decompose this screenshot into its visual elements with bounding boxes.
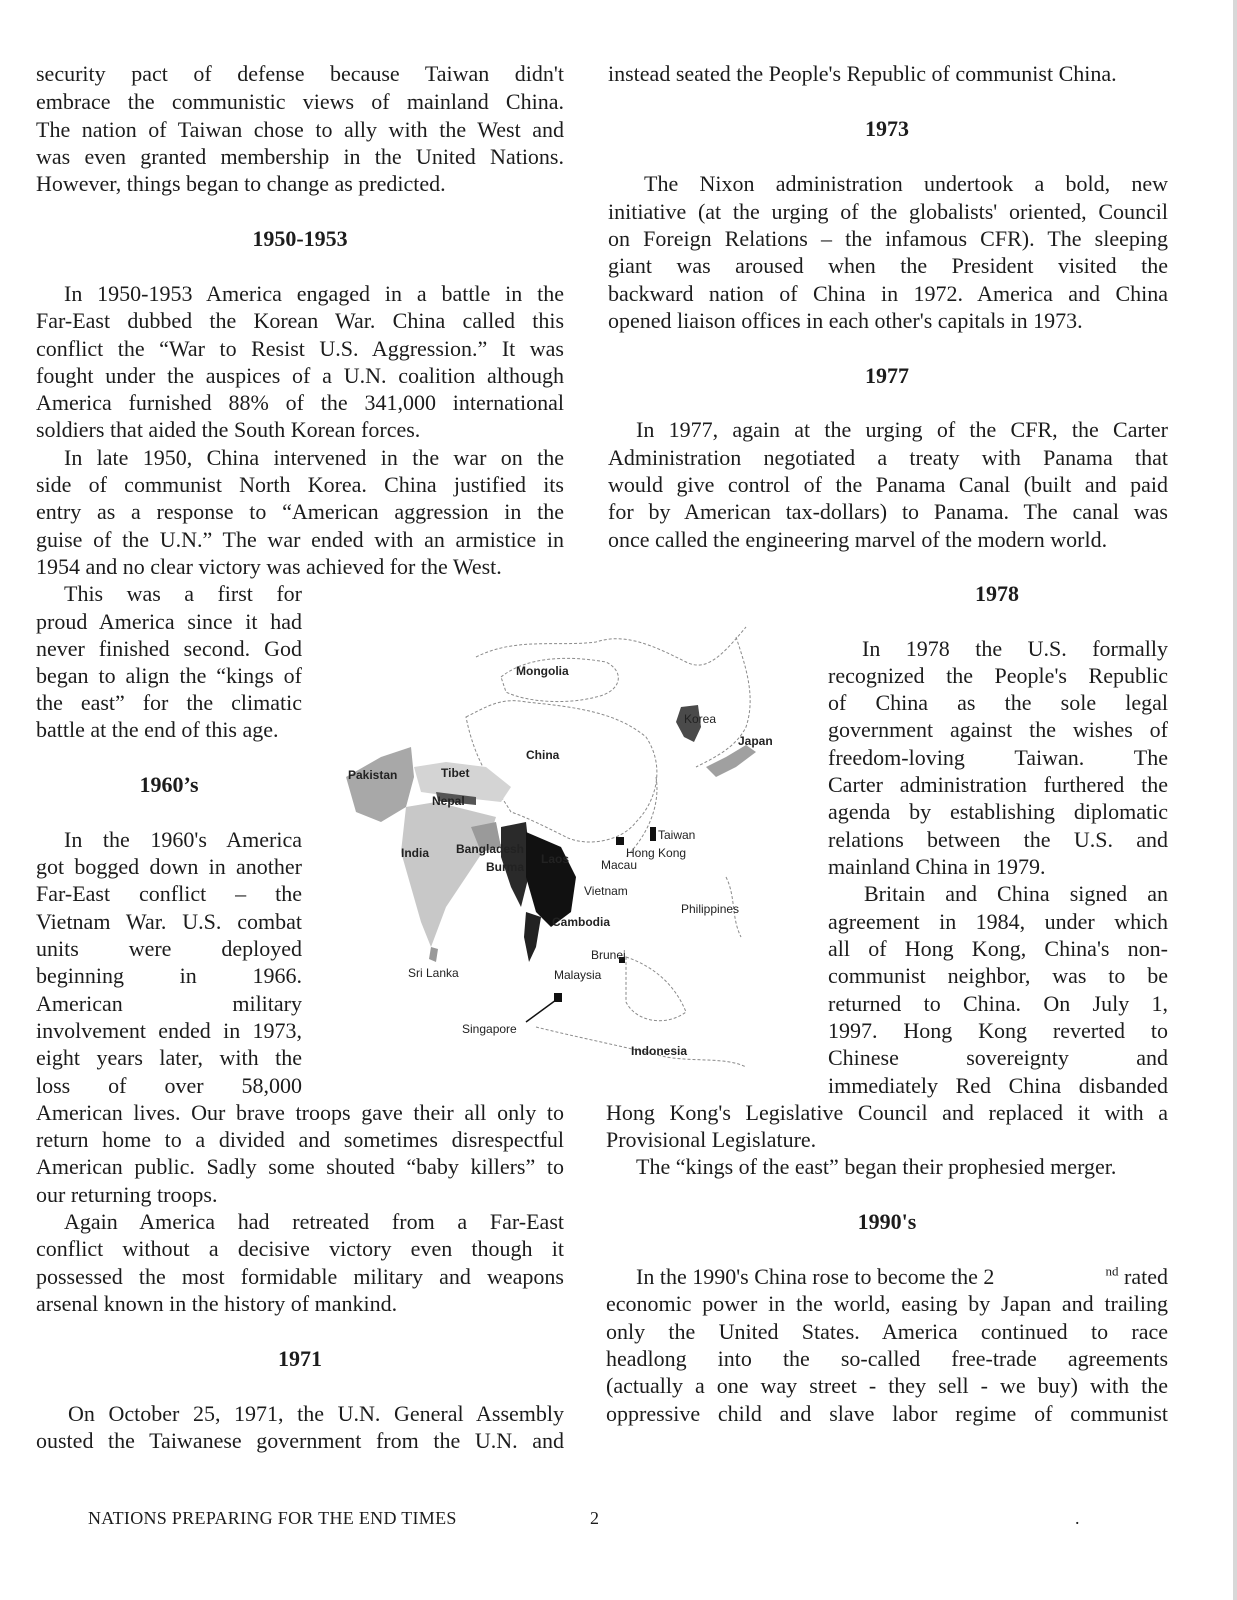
map-label-bangladesh: Bangladesh [456, 842, 525, 856]
map-label-burma: Burma [486, 860, 525, 874]
text-line: mainland China in 1979. [828, 854, 1046, 879]
text-line: involvement ended in 1973, [36, 1018, 302, 1043]
text-line: side of communist North Korea. China justified its [36, 472, 564, 497]
map-label-malaysia: Malaysia [554, 968, 602, 982]
map-label-china: China [526, 748, 560, 762]
text-line: oppressive child and slave labor regime of communist [606, 1401, 1168, 1426]
hong-kong-marker [616, 837, 624, 845]
text-line: agenda by establishing diplomatic [828, 799, 1168, 824]
map-label-singapore: Singapore [462, 1022, 517, 1036]
text-line: possessed the most formidable military and weapons [36, 1264, 564, 1289]
text-line: freedom-loving Taiwan. The [828, 745, 1168, 770]
text-fragment: rated [1118, 1264, 1168, 1289]
text-line: Britain and China signed an [864, 881, 1168, 906]
map-label-macau: Macau [601, 858, 638, 872]
text-line: conflict without a decisive victory even though it [36, 1236, 564, 1261]
map-label-cambodia: Cambodia [552, 915, 611, 929]
text-line: Provisional Legislature. [606, 1127, 817, 1152]
text-line: conflict the “War to Resist U.S. Aggression.” It was [36, 336, 564, 361]
text-line: America furnished 88% of the 341,000 international [36, 390, 564, 415]
text-line: (actually a one way street - they sell - we buy) with the [606, 1373, 1168, 1398]
text-line: ousted the Taiwanese government from the U.N. and [36, 1428, 564, 1453]
text-line: beginning in 1966. [36, 963, 302, 988]
map-label-indonesia: Indonesia [631, 1044, 688, 1058]
text-line: Hong Kong's Legislative Council and replaced it with a [606, 1100, 1168, 1125]
text-line [636, 1263, 1168, 1291]
text-line: American public. Sadly some shouted “baby killers” to [36, 1154, 564, 1179]
text-line: Far-East conflict – the [36, 881, 302, 906]
text-line: 1997. Hong Kong reverted to [828, 1018, 1168, 1043]
text-line: relations between the U.S. and [828, 827, 1168, 852]
sri-lanka-shape [429, 947, 438, 962]
text-line: return home to a divided and sometimes disrespectful [36, 1127, 564, 1152]
text-line: American lives. Our brave troops gave their all only to [36, 1100, 564, 1125]
text-line: units were deployed [36, 936, 302, 961]
map-label-korea: Korea [684, 712, 717, 726]
page-edge-shadow [1233, 0, 1237, 1600]
text-line: began to align the “kings of [36, 663, 302, 688]
text-line: On October 25, 1971, the U.N. General Assembly [68, 1401, 564, 1426]
text-line: government against the wishes of [828, 717, 1168, 742]
text-line: Administration negotiated a treaty with Panama that [608, 445, 1168, 470]
text-line: giant was aroused when the President visited the [608, 253, 1168, 278]
section-heading-1973: 1973 [865, 116, 909, 141]
text-line: instead seated the People's Republic of communist China. [608, 61, 1117, 86]
text-line: headlong into the so-called free-trade agreements [606, 1346, 1168, 1371]
map-label-pakistan: Pakistan [348, 768, 398, 782]
text-line: initiative (at the urging of the globalists' oriented, Council [608, 199, 1168, 224]
map-label-nepal: Nepal [432, 794, 465, 808]
text-line: backward nation of China in 1972. America and China [608, 281, 1168, 306]
singapore-pointer [526, 1000, 556, 1022]
section-heading-1971: 1971 [278, 1346, 322, 1371]
text-line: soldiers that aided the South Korean forces. [36, 417, 421, 442]
map-label-hong-kong: Hong Kong [626, 846, 687, 860]
text-line: Carter administration furthered the [828, 772, 1168, 797]
text-line: 1954 and no clear victory was achieved for the West. [36, 554, 502, 579]
map-label-japan: Japan [738, 734, 773, 748]
map-label-vietnam: Vietnam [584, 884, 628, 898]
text-line: In 1977, again at the urging of the CFR, the Carter [636, 417, 1168, 442]
text-line: Chinese sovereignty and [828, 1045, 1168, 1070]
text-line: security pact of defense because Taiwan didn't [36, 61, 564, 86]
text-line: In the 1960's America [64, 827, 302, 852]
northern-border [476, 627, 746, 665]
text-line: got bogged down in another [36, 854, 302, 879]
text-line: In 1978 the U.S. formally [862, 636, 1168, 661]
text-line: was even granted membership in the United Nations. [36, 144, 564, 169]
text-line: eight years later, with the [36, 1045, 302, 1070]
sea-coast [626, 777, 657, 857]
text-line: communist neighbor, was to be [828, 963, 1168, 988]
text-line: immediately Red China disbanded [828, 1073, 1168, 1098]
text-line: American military [36, 991, 302, 1016]
text-line: for by American tax-dollars) to Panama. The canal was [608, 499, 1168, 524]
section-heading-1977: 1977 [865, 363, 909, 388]
text-fragment: In the 1990's China rose to become the 2 [636, 1264, 995, 1289]
map-label-laos: Laos [541, 852, 570, 866]
text-line: loss of over 58,000 [36, 1073, 302, 1098]
text-line: This was a first for [64, 581, 302, 606]
malay-peninsula-shape [524, 912, 541, 962]
section-heading-1990s: 1990's [857, 1209, 917, 1234]
text-line: The Nixon administration undertook a bold, new [644, 171, 1168, 196]
section-heading-1960s: 1960’s [139, 772, 199, 797]
superscript: nd [1105, 1263, 1119, 1279]
text-line: the east” for the climatic [36, 690, 302, 715]
text-line: on Foreign Relations – the infamous CFR). The sleeping [608, 226, 1168, 251]
text-line: entry as a response to “American aggression in the [36, 499, 564, 524]
map-label-mongolia: Mongolia [516, 664, 569, 678]
map-label-taiwan: Taiwan [658, 828, 696, 842]
text-line: economic power in the world, easing by Japan and trailing [606, 1291, 1168, 1316]
text-line: only the United States. America continued to race [606, 1319, 1168, 1344]
text-line: our returning troops. [36, 1182, 218, 1207]
text-line: proud America since it had [36, 609, 302, 634]
page-number: 2 [590, 1508, 600, 1528]
text-line: would give control of the Panama Canal (built and paid [608, 472, 1168, 497]
text-line: In late 1950, China intervened in the war on the [64, 445, 564, 470]
text-line: The “kings of the east” began their prophesied merger. [636, 1154, 1117, 1179]
text-line: returned to China. On July 1, [828, 991, 1168, 1016]
map-label-india: India [401, 846, 430, 860]
text-line: recognized the People's Republic [828, 663, 1168, 688]
borneo-outline [626, 957, 686, 1021]
text-line: all of Hong Kong, China's non- [828, 936, 1168, 961]
footer-title: NATIONS PREPARING FOR THE END TIMES [88, 1508, 457, 1528]
footer-dot: . [1075, 1508, 1080, 1528]
text-line: agreement in 1984, under which [828, 909, 1168, 934]
japan-shape [706, 745, 756, 777]
text-line: fought under the auspices of a U.N. coalition although [36, 363, 564, 388]
text-line: The nation of Taiwan chose to ally with the West and [36, 117, 564, 142]
text-line: opened liaison offices in each other's capitals in 1973. [608, 308, 1083, 333]
text-line: However, things began to change as predicted. [36, 171, 446, 196]
text-line: Vietnam War. U.S. combat [36, 909, 302, 934]
text-line: Again America had retreated from a Far-East [64, 1209, 564, 1234]
map-label-sri-lanka: Sri Lanka [408, 966, 459, 980]
map-label-philippines: Philippines [681, 902, 740, 916]
map-label-tibet: Tibet [441, 766, 470, 780]
text-line: battle at the end of this age. [36, 717, 279, 742]
text-line: never finished second. God [36, 636, 302, 661]
india-shape [401, 802, 496, 947]
map-label-brunei: Brunei [591, 948, 626, 962]
laos-thailand-vietnam-shape [526, 832, 576, 927]
text-line: Far-East dubbed the Korean War. China called this [36, 308, 564, 333]
pakistan-shape [346, 747, 414, 822]
text-line: arsenal known in the history of mankind. [36, 1291, 398, 1316]
text-line: In 1950-1953 America engaged in a battle in the [64, 281, 564, 306]
text-line: once called the engineering marvel of the modern world. [608, 527, 1108, 552]
asia-map [326, 617, 826, 1117]
text-line: embrace the communistic views of mainland China. [36, 89, 564, 114]
section-heading-1978: 1978 [975, 581, 1019, 606]
section-heading-1950-1953: 1950-1953 [252, 226, 348, 251]
taiwan-marker [650, 827, 656, 841]
text-line: guise of the U.N.” The war ended with an armistice in [36, 527, 564, 552]
text-line: of China as the sole legal [828, 690, 1168, 715]
